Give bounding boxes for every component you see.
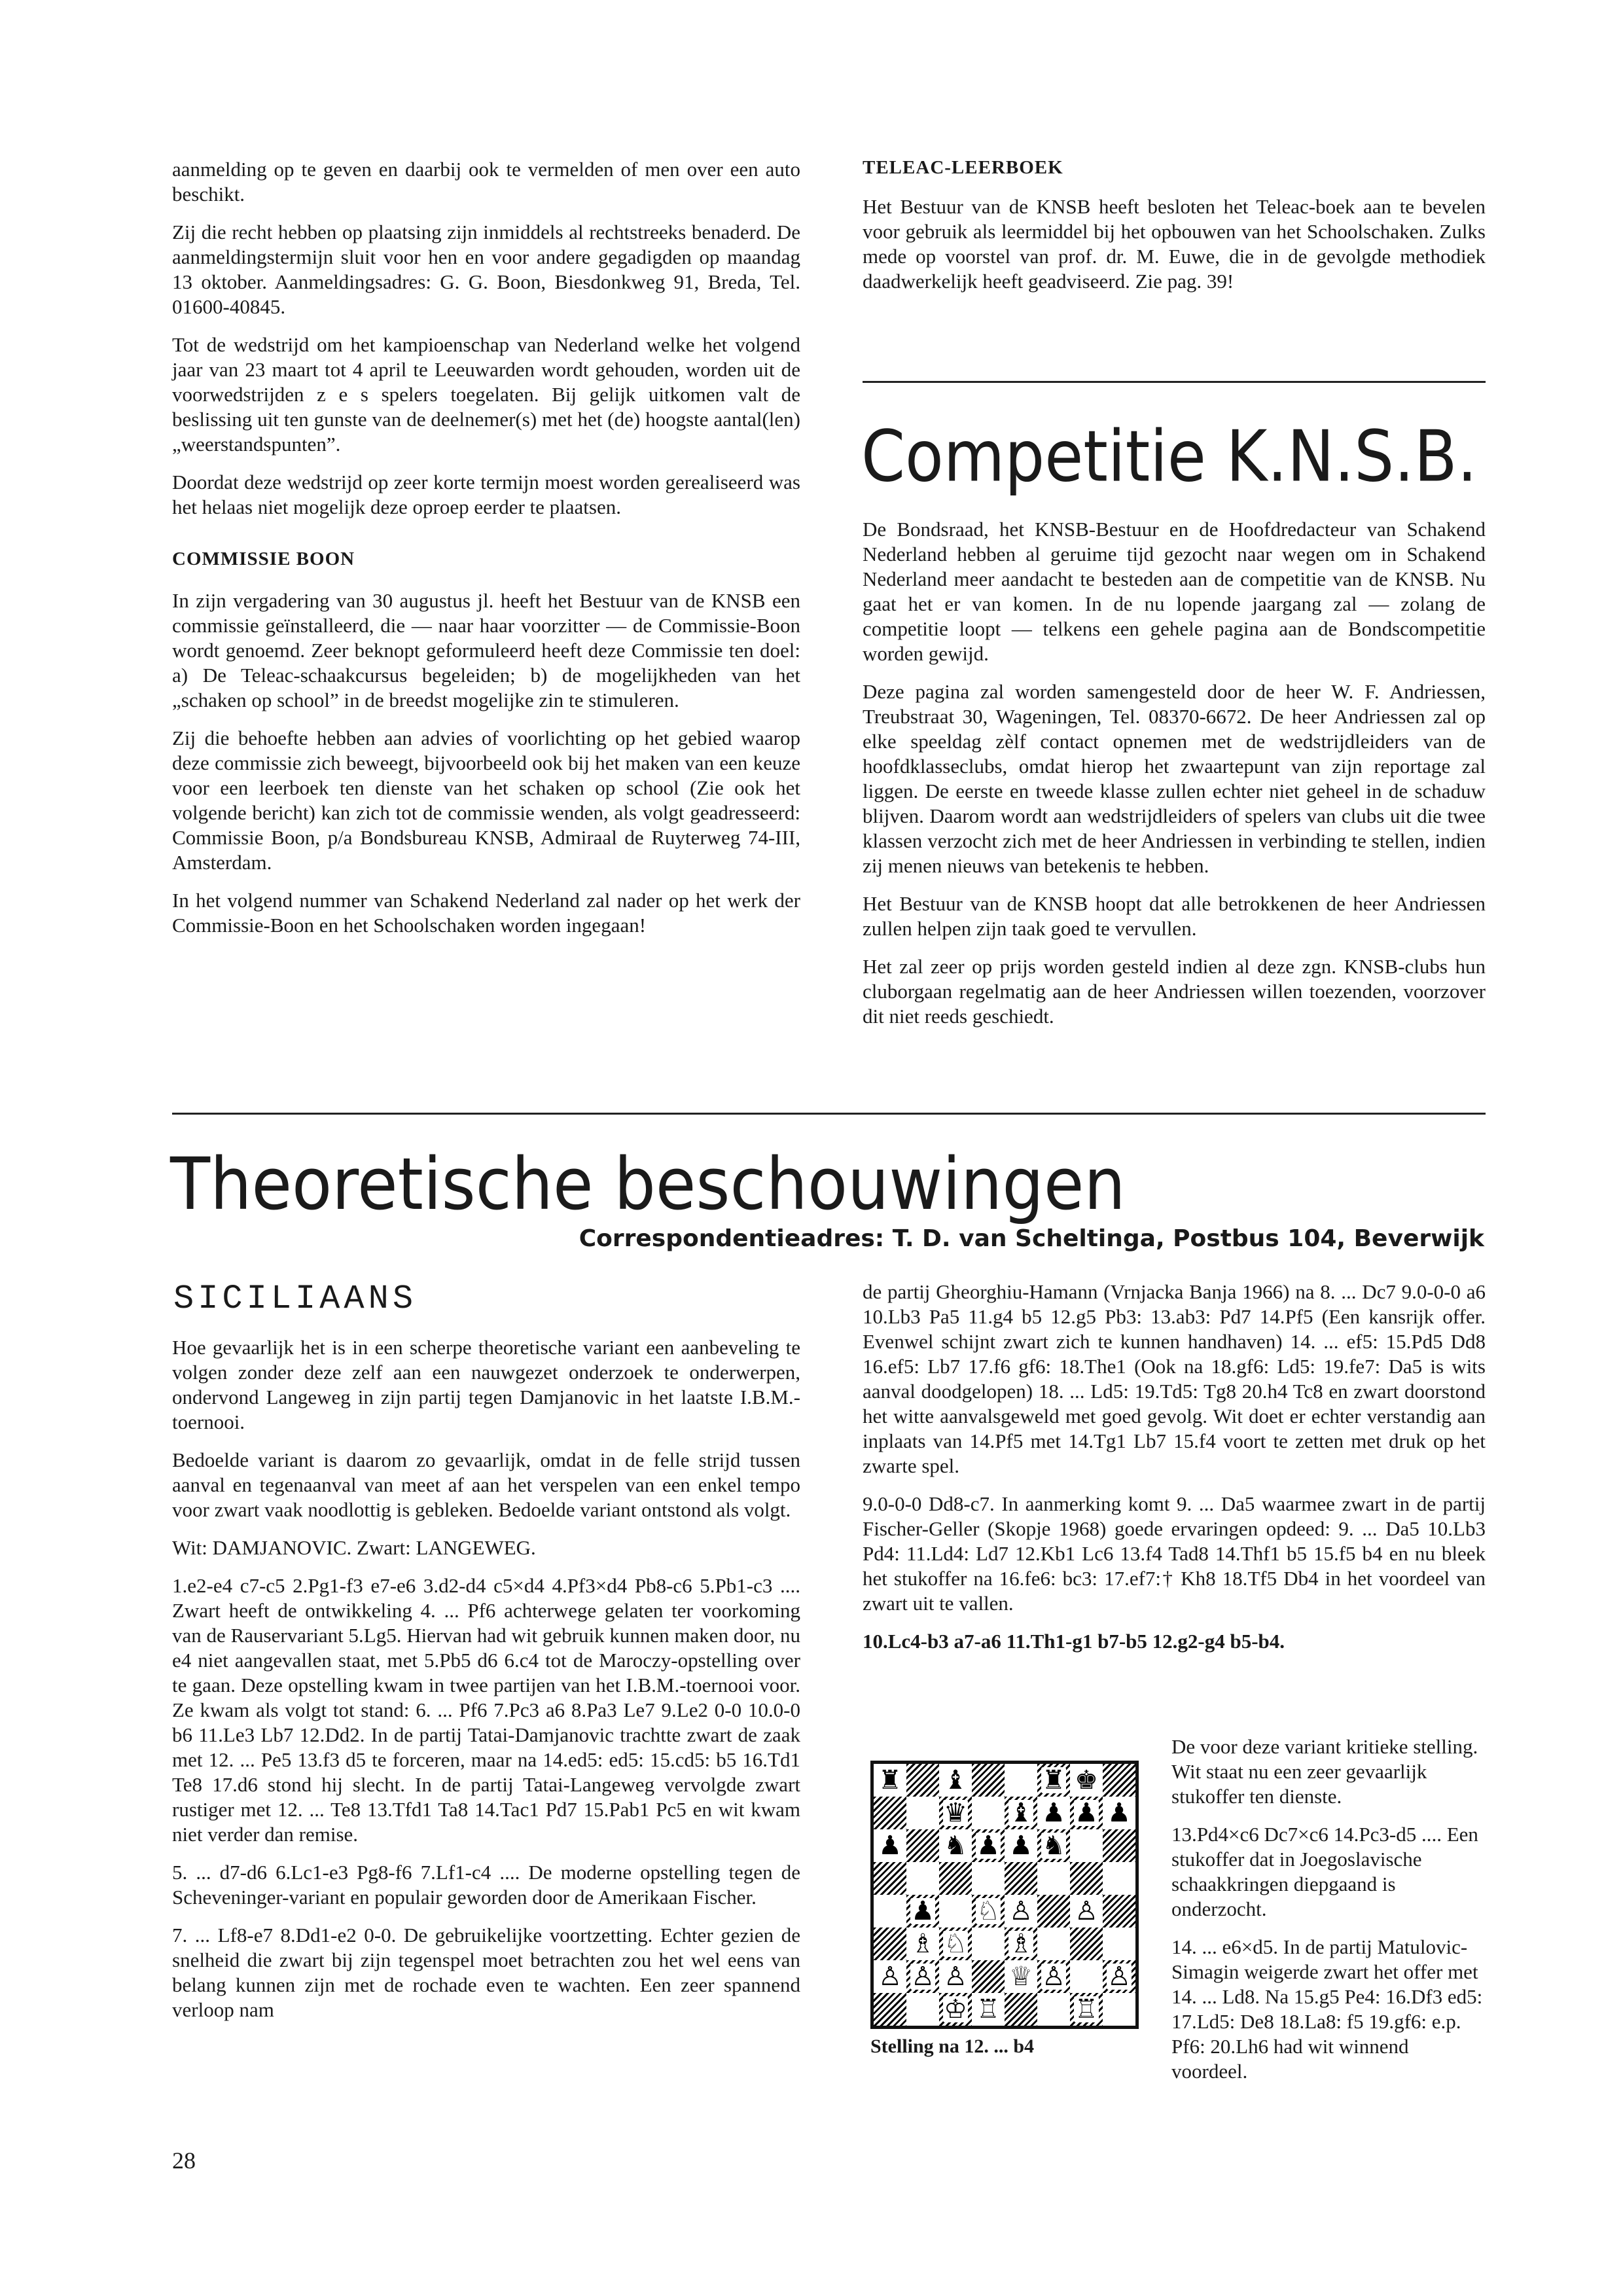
board-square: [939, 1797, 972, 1829]
board-square: [972, 1764, 1005, 1797]
competitie-paragraph-1: De Bondsraad, het KNSB-Bestuur en de Hoofdredacteur van Schakend Nederland hebben al geruime tijd gezocht naar wegen om in Schakend Nederland meer aandacht te besteden aan de competitie van de KNSB. Nu gaat het er van komen. In de nu lopende jaargang zal — zolang de competitie loopt — telkens een gehele pagina aan de Bondscompetitie worden gewijd.: [863, 518, 1486, 665]
chess-piece-icon: ♕: [1009, 1962, 1033, 1992]
board-square: [939, 1993, 972, 2026]
chess-piece-icon: ♜: [1042, 1765, 1065, 1795]
board-square: [1070, 1862, 1103, 1895]
board-square: [939, 1829, 972, 1862]
theory-title: Theoretische beschouwingen: [170, 1141, 1126, 1227]
chess-piece-icon: ♗: [1009, 1929, 1033, 1959]
board-square: [1005, 1993, 1037, 2026]
board-square: [1005, 1764, 1037, 1797]
board-square: [1103, 1862, 1135, 1895]
board-square: [1037, 1797, 1070, 1829]
chess-piece-icon: ♟: [878, 1831, 902, 1861]
board-square: [972, 1928, 1005, 1960]
chess-piece-icon: ♛: [944, 1798, 967, 1828]
board-square: [1070, 1797, 1103, 1829]
theory-right-paragraph-2: 9.0-0-0 Dd8-c7. In aanmerking komt 9. ... Da5 waarmee zwart in de partij Fischer-Geller (Skopje 1968) goede ervaringen opdeed: 9. ... Da5 10.Lb3 Pd4: 11.Ld4: Ld7 12.Kb1 Lc6 13.f4 Tad8 14.Thf1 b5 15.f5 b4 en nu bleek het stukoffer na 16.fe6: bc3: 17.ef7:† Kh8 18.Tf5 Db4 in het voordeel van zwart uit te vallen.: [863, 1492, 1486, 1615]
board-square: [1103, 1928, 1135, 1960]
commissie-paragraph-3: In het volgend nummer van Schakend Nederland zal nader op het werk der Commissie-Boon en het Schoolschaken worden ingegaan!: [172, 889, 800, 937]
board-square: [972, 1993, 1005, 2026]
board-square: [874, 1960, 906, 1993]
board-square: [972, 1829, 1005, 1862]
board-square: [1037, 1993, 1070, 2026]
board-side-paragraph-2: 13.Pd4×c6 Dc7×c6 14.Pc3-d5 .... Een stukoffer dat in Joegoslavische schaakkringen diepgaand is onderzocht.: [1171, 1823, 1478, 1920]
theory-left-paragraph-5: 5. ... d7-d6 6.Lc1-e3 Pg8-f6 7.Lf1-c4 .... De moderne opstelling tegen de Scheveninger-variant en populair geworden door de Amerikaan Fischer.: [172, 1861, 800, 1909]
chess-diagram: [870, 1761, 1139, 2029]
board-square: [939, 1764, 972, 1797]
board-square: [1037, 1928, 1070, 1960]
board-square: [972, 1960, 1005, 1993]
tl-paragraph-1: aanmelding op te geven en daarbij ook te vermelden of men over een auto beschikt.: [172, 158, 800, 206]
chess-piece-icon: ♗: [911, 1929, 935, 1959]
commissie-boon-heading: COMMISSIE BOON: [172, 548, 355, 569]
siciliaans-heading: SICILIAANS: [173, 1280, 418, 1318]
board-square: [906, 1928, 939, 1960]
board-square: [1103, 1829, 1135, 1862]
board-square: [939, 1960, 972, 1993]
board-square: [1103, 1764, 1135, 1797]
competitie-body: [863, 517, 1486, 1042]
correspondence-address: Correspondentieadres: T. D. van Scheltinga, Postbus 104, Beverwijk: [579, 1225, 1484, 1252]
competitie-rule: [863, 381, 1486, 383]
board-square: [1037, 1764, 1070, 1797]
board-square: [1070, 1960, 1103, 1993]
theory-right-paragraph-1: de partij Gheorghiu-Hamann (Vrnjacka Banja 1966) na 8. ... Dc7 9.0-0-0 a6 10.Lb3 Pa5 11.g4 b5 12.g5 Pb3: 13.ab3: Pd7 14.Pf5 (Een kansrijk offer. Evenwel schijnt zwart zich te kunnen handhaven) 14. ... ef5: 15.Pd5 Dd8 16.ef5: Lb7 17.f6 gf6: 18.The1 (Ook na 18.gf6: Ld5: 19.fe7: Da5 is wits aanval doodgelopen) 18. ... Ld5: 19.Td5: Tg8 20.h4 Tc8 en zwart doorstond het witte aanvalsgeweld met goed gevolg. Wit doet er echter verstandig aan inplaats van 14.Pf5 met 14.Tg1 Lb7 15.f4 voort te zetten met druk op het zwarte spel.: [863, 1280, 1486, 1477]
board-square: [874, 1895, 906, 1928]
chess-piece-icon: ♟: [1042, 1798, 1065, 1828]
tl-paragraph-2: Zij die recht hebben op plaatsing zijn inmiddels al rechtstreeks benaderd. De aanmeldingstermijn sluit voor hen en voor andere gegadigden op maandag 13 oktober. Aanmeldingsadres: G. G. Boon, Biesdonkweg 91, Breda, Tel. 01600-40845.: [172, 221, 800, 318]
chess-piece-icon: ♙: [1042, 1962, 1065, 1992]
board-square: [874, 1764, 906, 1797]
chess-piece-icon: ♖: [976, 1994, 1000, 2024]
chess-piece-icon: ♝: [944, 1765, 967, 1795]
chess-piece-icon: ♟: [911, 1896, 935, 1926]
chess-piece-icon: ♞: [944, 1831, 967, 1861]
board-square: [874, 1928, 906, 1960]
board-square: [906, 1797, 939, 1829]
chess-piece-icon: ♟: [1107, 1798, 1131, 1828]
commissie-paragraph-1: In zijn vergadering van 30 augustus jl. heeft het Bestuur van de KNSB een commissie geïnstalleerd, die — naar haar voorzitter — de Commissie-Boon wordt genoemd. Zeer beknopt geformuleerd heeft deze Commissie ten doel: a) De Teleac-schaakcursus begeleiden; b) de mogelijkheden van het „schaken op school” in de breedst mogelijke zin te stimuleren.: [172, 589, 800, 711]
board-square: [906, 1993, 939, 2026]
theory-left-paragraph-4: 1.e2-e4 c7-c5 2.Pg1-f3 e7-e6 3.d2-d4 c5×d4 4.Pf3×d4 Pb8-c6 5.Pb1-c3 .... Zwart heeft de ontwikkeling 4. ... Pf6 achterwege gelaten ter voorkoming van de Rauservariant 5.Lg5. Hiervan had wit gebruik kunnen maken door, nu e4 niet aangevallen staat, met 5.Pb5 d6 6.c4 tot de Maroczy-opstelling over te gaan. Deze opstelling kwam in twee partijen van het I.B.M.-toernooi voor. Ze kwam als volgt tot stand: 6. ... Pf6 7.Pc3 a6 8.Pa3 Le7 9.Le2 0-0 10.0-0 b6 11.Le3 Lb7 12.Dd2. In de partij Tatai-Damjanovic trachtte zwart de zaak met 12. ... Pe5 13.f3 d5 te forceren, maar na 14.ed5: ed5: 15.cd5: b5 16.Td1 Te8 17.d6 stond hij slecht. In de partij Tatai-Langeweg vervolgde zwart rustiger met 12. ... Te8 13.Tfd1 Ta8 14.Tac1 Pd7 15.Pab1 Pc5 en wit kwam niet verder dan remise.: [172, 1574, 800, 1846]
board-square: [939, 1862, 972, 1895]
chess-piece-icon: ♙: [944, 1962, 967, 1992]
board-square: [972, 1862, 1005, 1895]
commissie-paragraph-2: Zij die behoefte hebben aan advies of voorlichting op het gebied waarop deze commissie zich beweegt, bijvoorbeeld ook bij het maken van een keuze voor een leerboek ten dienste van het schaken op school (Zie ook het volgende bericht) kan zich tot de commissie wenden, als volgt geadresseerd: Commissie Boon, p/a Bondsbureau KNSB, Admiraal de Ruyterweg 74-III, Amsterdam.: [172, 726, 800, 874]
chess-piece-icon: ♘: [976, 1896, 1000, 1926]
teleac-heading: TELEAC-LEERBOEK: [863, 157, 1063, 178]
board-square: [1103, 1797, 1135, 1829]
board-square: [1005, 1797, 1037, 1829]
board-square: [1070, 1895, 1103, 1928]
teleac-paragraph: Het Bestuur van de KNSB heeft besloten het Teleac-boek aan te bevelen voor gebruik als leermiddel bij het opbouwen van het Schoolschaken. Zulks mede op voorstel van prof. dr. M. Euwe, die in de gevolgde methodiek daadwerkelijk heeft geadviseerd. Zie pag. 39!: [863, 195, 1486, 293]
board-square: [906, 1895, 939, 1928]
board-square: [939, 1895, 972, 1928]
board-square: [906, 1764, 939, 1797]
chess-piece-icon: ♟: [1075, 1798, 1098, 1828]
theory-left-paragraph-6: 7. ... Lf8-e7 8.Dd1-e2 0-0. De gebruikelijke voortzetting. Echter gezien de snelheid die zwart bij zijn tegenspel moet betrachten zou het wel eens van belang kunnen zijn met de rochade even te wachten. Een zeer spannend verloop nam: [172, 1924, 800, 2021]
board-square: [1070, 1764, 1103, 1797]
competitie-paragraph-4: Het zal zeer op prijs worden gesteld indien al deze zgn. KNSB-clubs hun cluborgaan regelmatig aan de heer Andriessen willen toezenden, voorzover dit niet reeds geschiedt.: [863, 955, 1486, 1028]
chess-piece-icon: ♔: [944, 1994, 967, 2024]
theory-left-paragraph-3: Wit: DAMJANOVIC. Zwart: LANGEWEG.: [172, 1536, 536, 1559]
theory-right-column: [863, 1280, 1486, 1667]
board-side-paragraph-3: 14. ... e6×d5. In de partij Matulovic-Simagin weigerde zwart het offer met 14. ... Ld8. Na 15.g5 Pe4: 16.Df3 ed5: 17.Ld5: De8 18.La8: f5 19.gf6: e.p. Pf6: 20.Lh6 had wit winnend voordeel.: [1171, 1935, 1483, 2083]
board-square: [972, 1895, 1005, 1928]
board-square: [1037, 1829, 1070, 1862]
top-left-column: [172, 157, 800, 951]
board-square: [1005, 1895, 1037, 1928]
board-square: [1070, 1928, 1103, 1960]
page-number: 28: [172, 2147, 196, 2174]
theory-left-paragraph-2: Bedoelde variant is daarom zo gevaarlijk, omdat in de felle strijd tussen aanval en tegenaanval van meet af aan het verspelen van een enkel tempo voor zwart vaak noodlottig is gebleken. Bedoelde variant ontstond als volgt.: [172, 1448, 800, 1521]
board-square: [906, 1829, 939, 1862]
chess-piece-icon: ♞: [1042, 1831, 1065, 1861]
chess-piece-icon: ♖: [1075, 1994, 1098, 2024]
chess-piece-icon: ♜: [878, 1765, 902, 1795]
board-square: [1037, 1862, 1070, 1895]
board-square: [874, 1797, 906, 1829]
tl-paragraph-4: Doordat deze wedstrijd op zeer korte termijn moest worden gerealiseerd was het helaas niet mogelijk deze oproep eerder te plaatsen.: [172, 471, 800, 518]
chess-piece-icon: ♟: [976, 1831, 1000, 1861]
tl-paragraph-3: Tot de wedstrijd om het kampioenschap van Nederland welke het volgend jaar van 23 maart tot 4 april te Leeuwarden wordt gehouden, worden uit de voorwedstrijden z e s spelers toegelaten. Bij gelijk uitkomen valt de beslissing uit ten gunste van de deelnemer(s) met het (de) hoogste aantal(len) „weerstandspunten”.: [172, 333, 800, 456]
board-square: [1005, 1829, 1037, 1862]
board-side-paragraph-1: De voor deze variant kritieke stelling. Wit staat nu een zeer gevaarlijk stukoffer ten dienste.: [1171, 1735, 1478, 1808]
chess-piece-icon: ♙: [1075, 1896, 1098, 1926]
chess-piece-icon: ♚: [1075, 1765, 1098, 1795]
chess-piece-icon: ♝: [1009, 1798, 1033, 1828]
board-square: [1005, 1928, 1037, 1960]
theory-rule: [172, 1113, 1486, 1115]
competitie-paragraph-3: Het Bestuur van de KNSB hoopt dat alle betrokkenen de heer Andriessen zullen helpen zijn taak goed te vervullen.: [863, 892, 1486, 940]
chess-piece-icon: ♘: [944, 1929, 967, 1959]
board-square: [874, 1993, 906, 2026]
board-square: [1070, 1993, 1103, 2026]
board-square: [1037, 1895, 1070, 1928]
board-square: [972, 1797, 1005, 1829]
board-square: [1103, 1960, 1135, 1993]
chess-piece-icon: ♙: [1009, 1896, 1033, 1926]
board-square: [874, 1862, 906, 1895]
theory-right-paragraph-3: 10.Lc4-b3 a7-a6 11.Th1-g1 b7-b5 12.g2-g4 b5-b4.: [863, 1630, 1285, 1653]
board-side-text: [1171, 1734, 1486, 2097]
board-square: [939, 1928, 972, 1960]
chess-piece-icon: ♙: [1107, 1962, 1131, 1992]
board-square: [906, 1960, 939, 1993]
board-square: [1070, 1829, 1103, 1862]
chess-piece-icon: ♙: [878, 1962, 902, 1992]
competitie-title: Competitie K.N.S.B.: [861, 415, 1478, 498]
board-square: [1103, 1895, 1135, 1928]
board-square: [1005, 1960, 1037, 1993]
board-square: [1037, 1960, 1070, 1993]
board-square: [1103, 1993, 1135, 2026]
top-right-column: [863, 157, 1486, 307]
board-square: [906, 1862, 939, 1895]
chess-diagram-caption: Stelling na 12. ... b4: [870, 2036, 1035, 2057]
chess-piece-icon: ♟: [1009, 1831, 1033, 1861]
theory-left-column: [172, 1335, 800, 2036]
chess-piece-icon: ♙: [911, 1962, 935, 1992]
board-square: [1005, 1862, 1037, 1895]
competitie-paragraph-2: Deze pagina zal worden samengesteld door de heer W. F. Andriessen, Treubstraat 30, Wageningen, Tel. 08370-6672. De heer Andriessen zal op elke speeldag zèlf contact opnemen met de wedstrijdleiders van de hoofdklasseclubs, omdat hierop het zwaartepunt van zijn reportage zal liggen. De eerste en tweede klasse zullen echter niet geheel in de schaduw blijven. Daarom wordt aan wedstrijdleiders of spelers van clubs uit die twee klassen verzocht zich met de heer Andriessen in verbinding te stellen, indien zij menen nieuws van betekenis te hebben.: [863, 680, 1486, 877]
board-square: [874, 1829, 906, 1862]
theory-left-paragraph-1: Hoe gevaarlijk het is in een scherpe theoretische variant een aanbeveling te volgen zonder deze zelf aan een nauwgezet onderzoek te onderwerpen, ondervond Langeweg in zijn partij tegen Damjanovic in het laatste I.B.M.-toernooi.: [172, 1336, 800, 1433]
